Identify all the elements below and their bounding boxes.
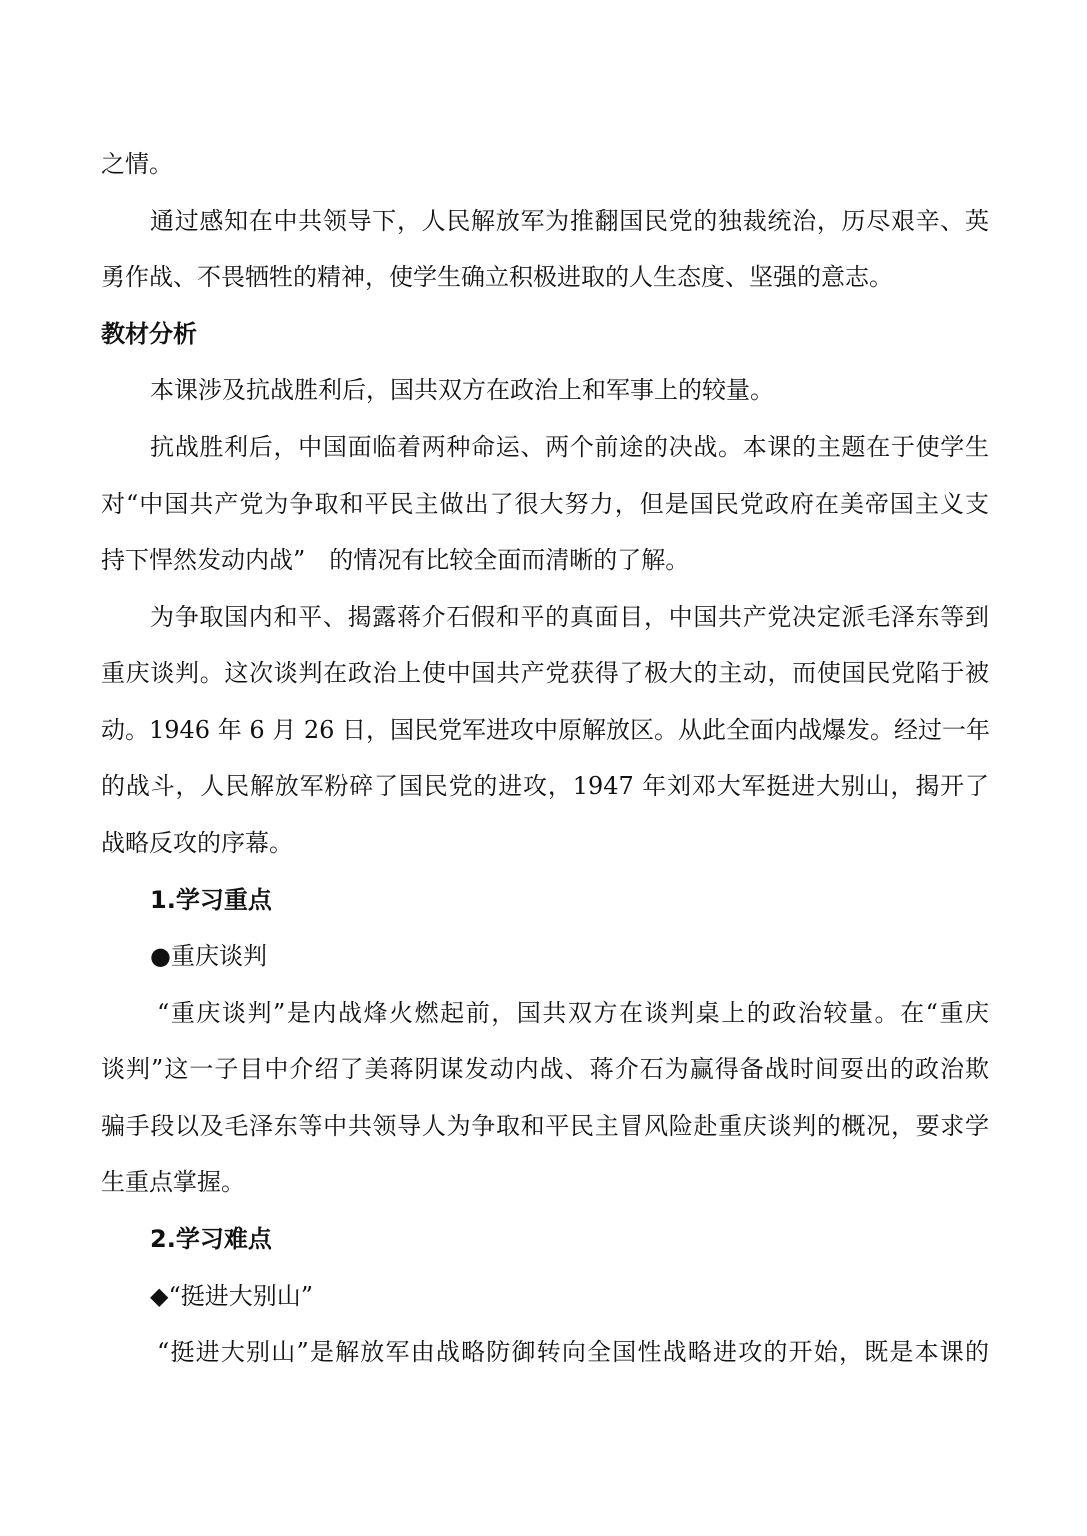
text-line: 生重点掌握。 xyxy=(101,1168,245,1196)
text-line: “重庆谈判”是内战烽火燃起前，国共双方在谈判桌上的政治较量。在“重庆 xyxy=(157,999,989,1027)
subsection-heading: 2.学习难点 xyxy=(150,1225,272,1253)
text-line: 通过感知在中共领导下，人民解放军为推翻国民党的独裁统治，历尽艰辛、英 xyxy=(150,207,989,235)
text-line: 动。1946 年 6 月 26 日，国民党军进攻中原解放区。从此全面内战爆发。经过一年 xyxy=(101,716,991,744)
text-line: 谈判”这一子目中介绍了美蒋阴谋发动内战、蒋介石为赢得备战时间耍出的政治欺 xyxy=(101,1055,989,1083)
text-line: 为争取国内和平、揭露蒋介石假和平的真面目，中国共产党决定派毛泽东等到 xyxy=(150,603,989,631)
subsection-heading: 1.学习重点 xyxy=(150,886,272,914)
text-line: “挺进大别山”是解放军由战略防御转向全国性战略进攻的开始，既是本课的 xyxy=(157,1338,989,1366)
text-line: 抗战胜利后，中国面临着两种命运、两个前途的决战。本课的主题在于使学生 xyxy=(150,433,989,461)
bullet-item: ◆“挺进大别山” xyxy=(150,1282,313,1310)
text-line: 的战斗，人民解放军粉碎了国民党的进攻，1947 年刘邓大军挺进大别山，揭开了 xyxy=(101,772,989,800)
section-heading: 教材分析 xyxy=(101,320,197,348)
text-line: 之情。 xyxy=(101,150,173,178)
text-line: 本课涉及抗战胜利后，国共双方在政治上和军事上的较量。 xyxy=(150,376,774,404)
text-line: 重庆谈判。这次谈判在政治上使中国共产党获得了极大的主动，而使国民党陷于被 xyxy=(101,659,989,687)
bullet-item: ●重庆谈判 xyxy=(150,942,267,970)
text-line: 骗手段以及毛泽东等中共领导人为争取和平民主冒风险赴重庆谈判的概况，要求学 xyxy=(101,1112,989,1140)
text-line: 勇作战、不畏牺牲的精神，使学生确立积极进取的人生态度、坚强的意志。 xyxy=(101,263,893,291)
text-line: 持下悍然发动内战” 的情况有比较全面而清晰的了解。 xyxy=(101,546,690,574)
text-line: 对“中国共产党为争取和平民主做出了很大努力，但是国民党政府在美帝国主义支 xyxy=(101,490,989,518)
text-line: 战略反攻的序幕。 xyxy=(101,829,293,857)
